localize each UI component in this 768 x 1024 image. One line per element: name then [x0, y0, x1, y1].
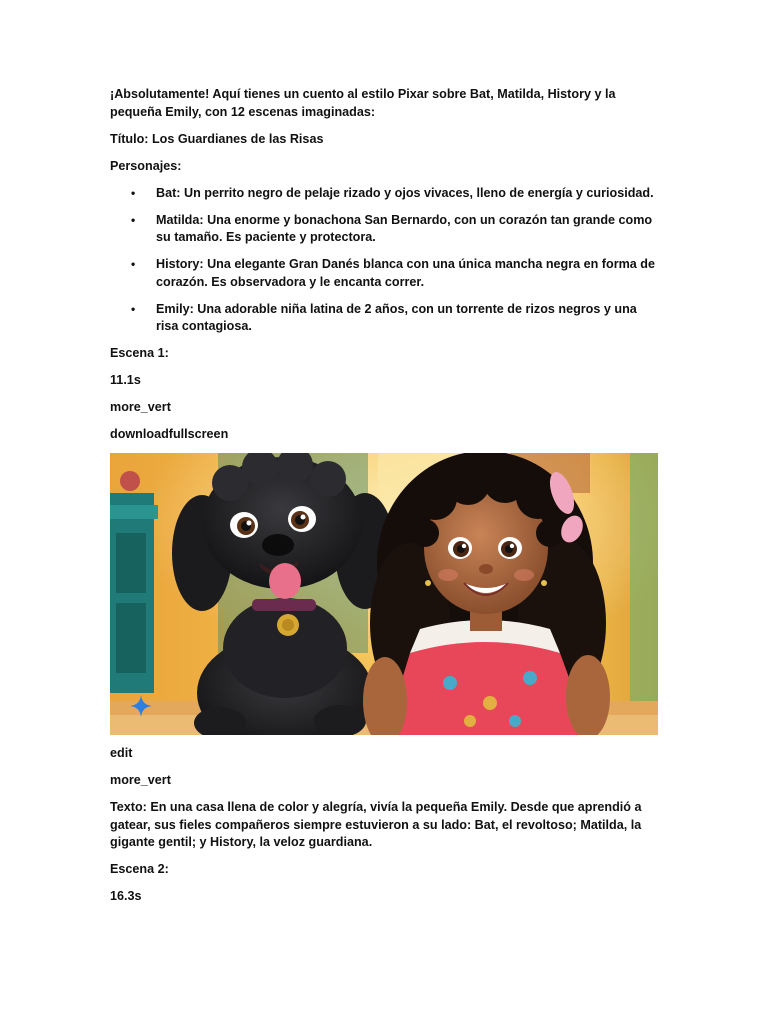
bullet-icon: • [131, 257, 136, 271]
scene-1-label: Escena 1: [110, 346, 169, 360]
scene-2-duration: 16.3s [110, 889, 142, 903]
character-emily: Emily: Una adorable niña latina de 2 años, con un torrente de rizos negros y una risa contagiosa. [156, 301, 637, 333]
character-matilda: Matilda: Una enorme y bonachona San Bernardo, con un corazón tan grande como su tamaño. Es paciente y protectora. [156, 212, 653, 244]
sparkle-icon [130, 695, 152, 717]
character-bat: Bat: Un perrito negro de pelaje rizado y ojos vivaces, lleno de energía y curiosidad. [156, 185, 654, 200]
edit-label: edit [110, 746, 133, 760]
document-page [110, 86, 658, 915]
download-fullscreen-label: downloadfullscreen [110, 427, 229, 441]
more-vert-label: more_vert [110, 400, 171, 414]
scene-1-text: Texto: En una casa llena de color y alegría, vivía la pequeña Emily. Desde que aprendió a gatear, sus fieles compañeros siempre estuvieron a su lado: Bat, el revoltoso; Matilda, la gigante gentil; y History, la veloz guardiana. [110, 800, 642, 849]
list-item [110, 185, 658, 203]
bullet-icon: • [131, 301, 136, 316]
more-vert-label-2: more_vert [110, 773, 171, 787]
girl-figure [363, 453, 610, 735]
list-item [110, 256, 658, 291]
scene-1-duration: 11.1s [110, 373, 141, 387]
characters-list [110, 185, 658, 336]
bullet-icon: • [131, 212, 136, 227]
list-item [110, 301, 658, 336]
character-history: History: Una elegante Gran Danés blanca con una única mancha negra en forma de corazón. Es observadora y le encanta correr. [156, 257, 655, 289]
scene-1-image [110, 453, 658, 735]
scene-2-label: Escena 2: [110, 862, 169, 876]
list-item [110, 212, 658, 247]
bullet-icon: • [131, 185, 136, 200]
intro-text: ¡Absolutamente! Aquí tienes un cuento al estilo Pixar sobre Bat, Matilda, History y la pequeña Emily, con 12 escenas imaginadas: [110, 87, 616, 119]
scene-illustration [110, 453, 658, 735]
story-title: Título: Los Guardianes de las Risas [110, 131, 324, 146]
characters-heading: Personajes: [110, 158, 182, 173]
